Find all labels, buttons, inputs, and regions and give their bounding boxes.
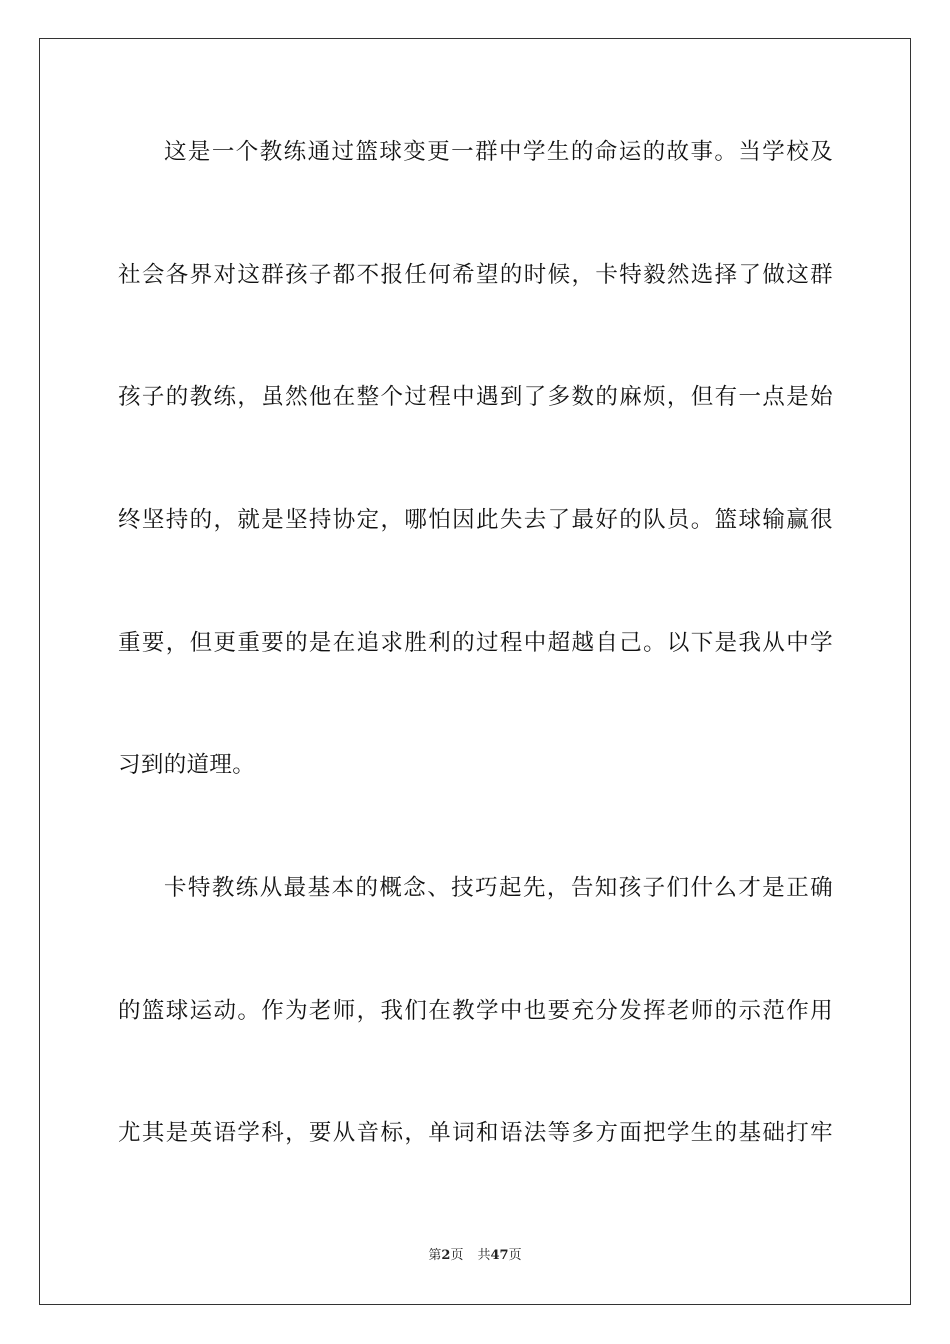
paragraph-2-line-2: 的篮球运动。作为老师，我们在教学中也要充分发挥老师的示范作用 xyxy=(118,998,833,1024)
page-suffix: 页 xyxy=(450,1248,464,1263)
paragraph-1-line-2: 社会各界对这群孩子都不报任何希望的时候，卡特毅然选择了做这群 xyxy=(118,262,833,288)
paragraph-1-line-6: 习到的道理。 xyxy=(118,752,256,778)
paragraph-1-line-5: 重要，但更重要的是在追求胜利的过程中超越自己。以下是我从中学 xyxy=(118,630,833,656)
total-pages: 47 xyxy=(490,1248,509,1263)
page-prefix: 第 xyxy=(428,1248,442,1263)
page-border xyxy=(39,38,911,1305)
paragraph-1-line-4: 终坚持的，就是坚持协定，哪怕因此失去了最好的队员。篮球输赢很 xyxy=(118,507,833,533)
paragraph-1-line-3: 孩子的教练，虽然他在整个过程中遇到了多数的麻烦，但有一点是始 xyxy=(118,384,833,410)
page-number: 2 xyxy=(441,1248,451,1263)
paragraph-2-line-3: 尤其是英语学科，要从音标，单词和语法等多方面把学生的基础打牢 xyxy=(118,1120,833,1146)
page-footer xyxy=(0,1247,950,1265)
total-suffix: 页 xyxy=(508,1248,522,1263)
paragraph-2-line-1: 卡特教练从最基本的概念、技巧起先，告知孩子们什么才是正确 xyxy=(164,875,833,901)
paragraph-1-line-1: 这是一个教练通过篮球变更一群中学生的命运的故事。当学校及 xyxy=(164,139,833,165)
total-prefix: 共 xyxy=(477,1248,491,1263)
